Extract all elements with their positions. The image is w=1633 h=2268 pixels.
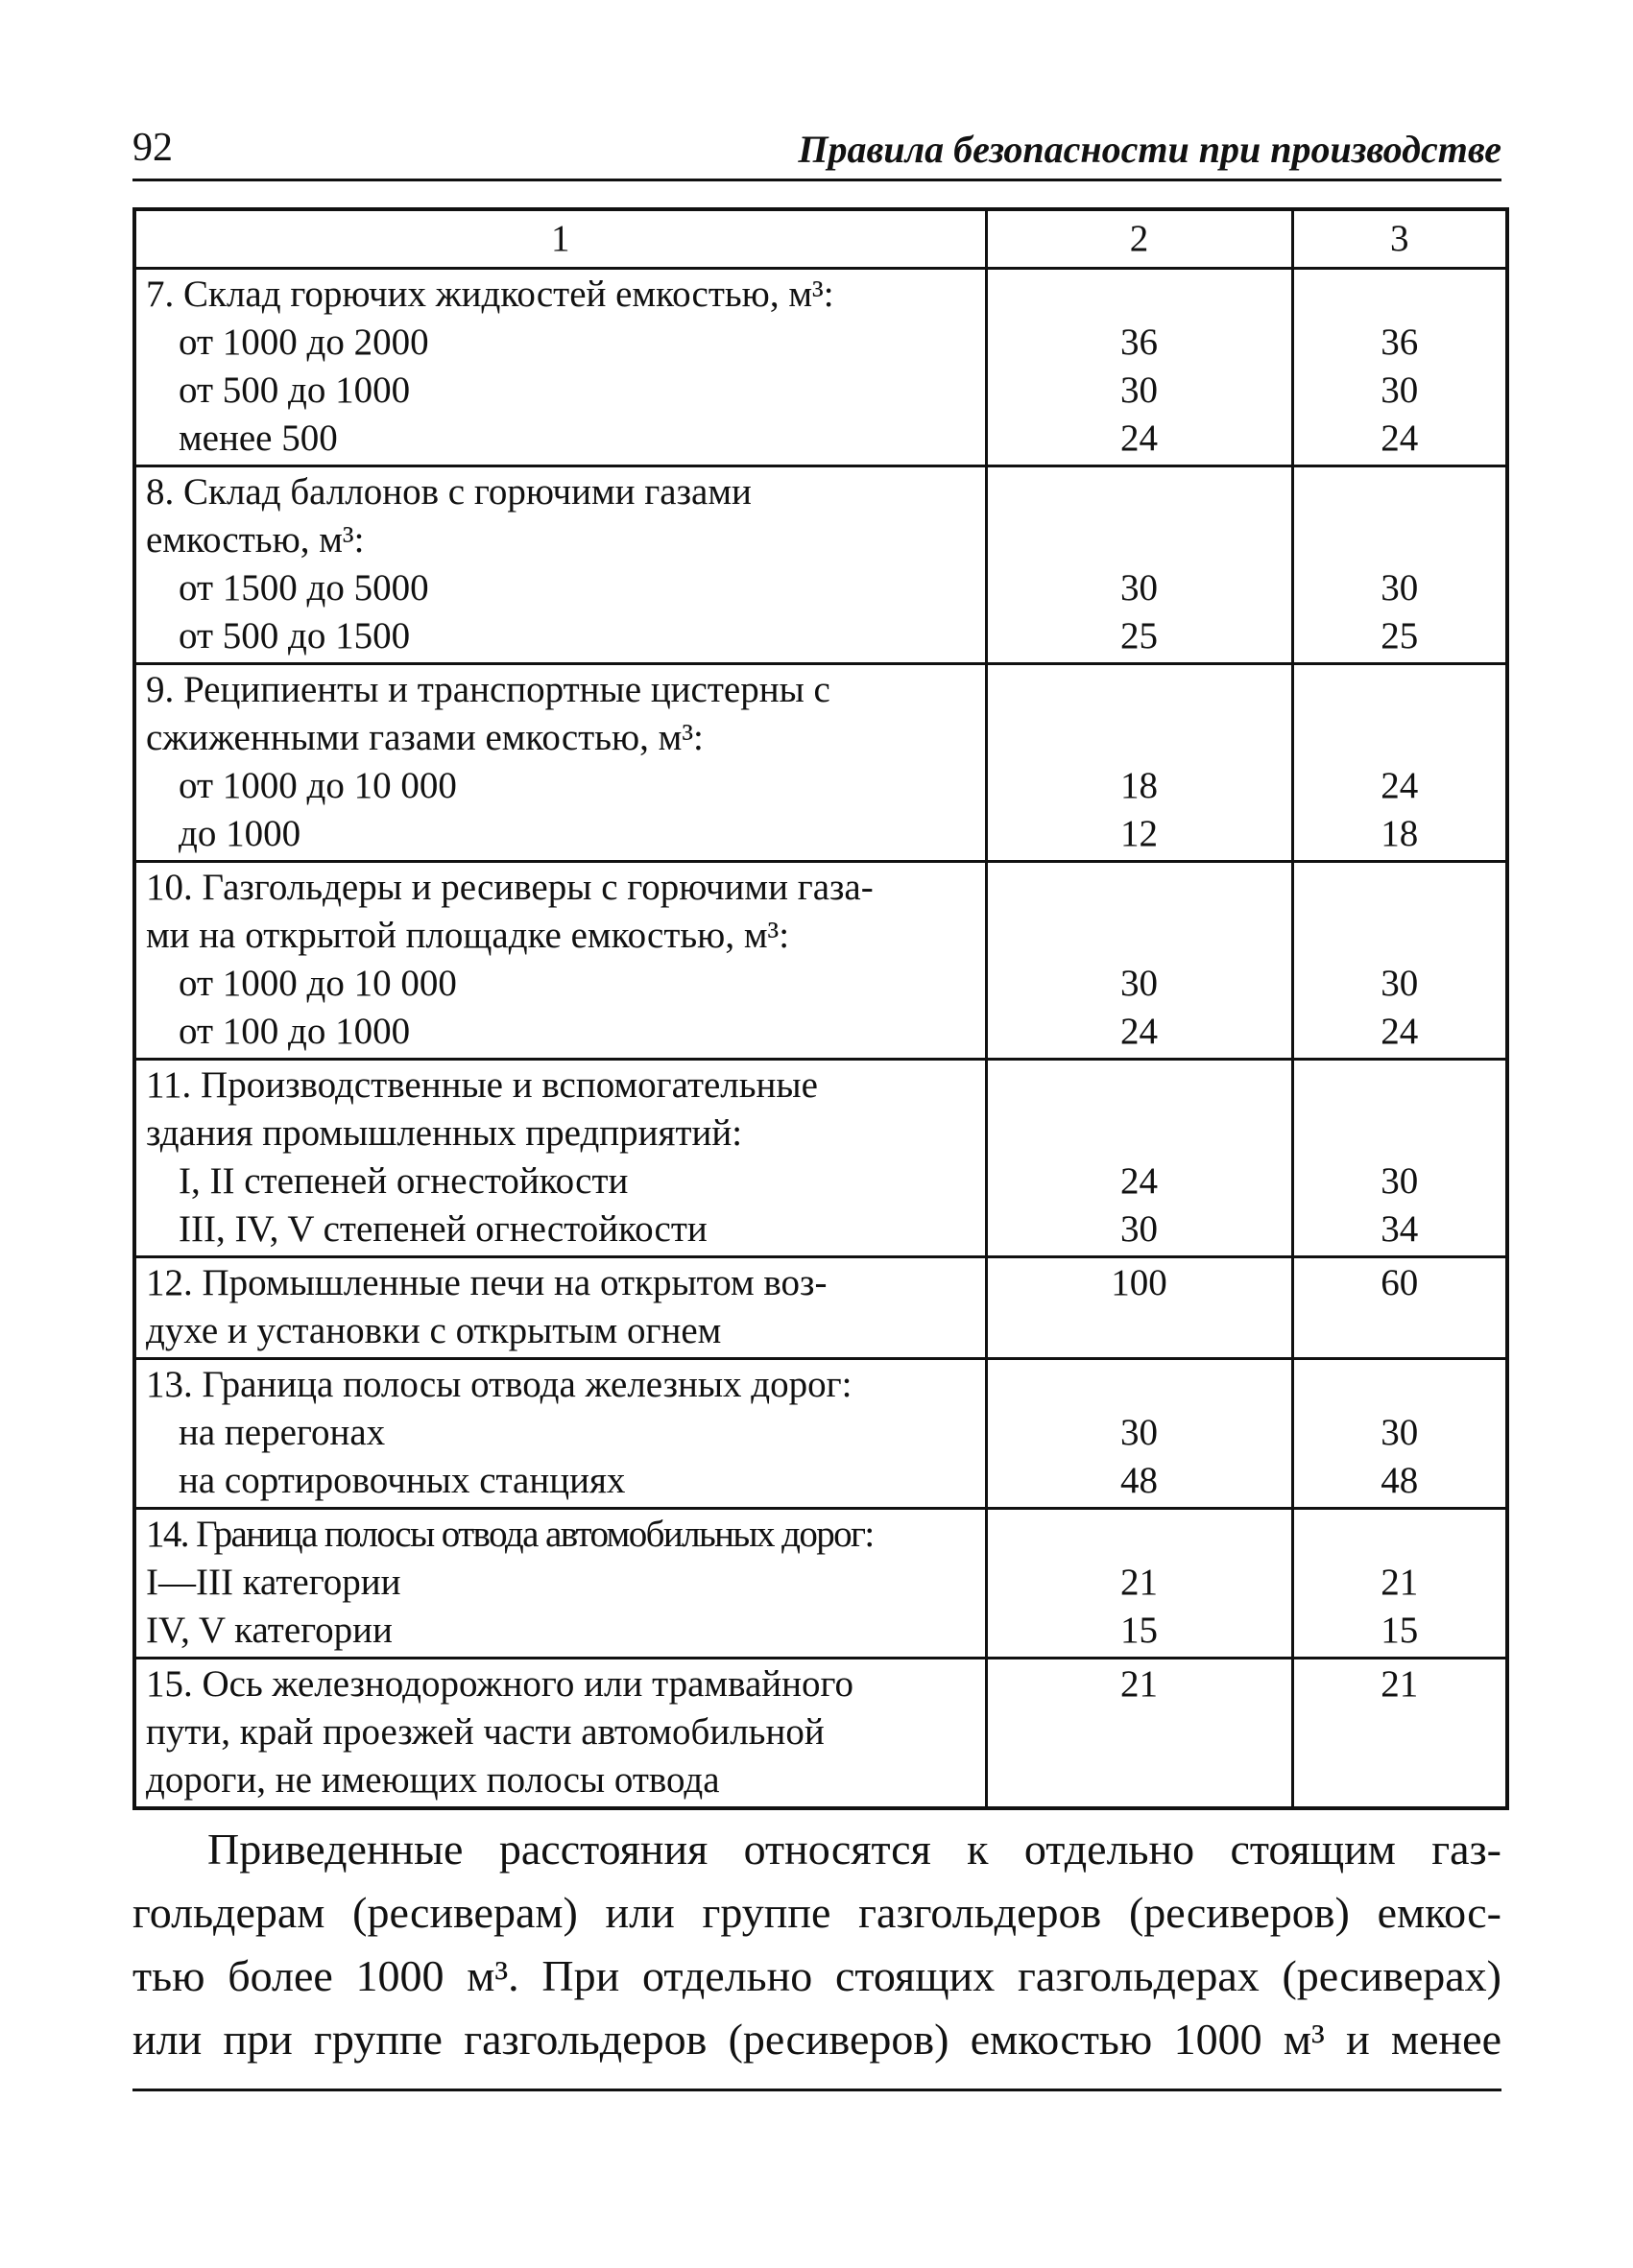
page-header xyxy=(132,115,1501,181)
table-row xyxy=(134,664,1507,862)
footer-divider xyxy=(132,2089,1501,2091)
row-item-label: от 1000 до 10 000 xyxy=(179,765,457,806)
value-col3: 30 xyxy=(1381,963,1419,1004)
row-title: 9. Реципиенты и транспортные цистерны с xyxy=(146,669,830,710)
row-label-cell xyxy=(134,664,986,862)
row-item-label: от 1500 до 5000 xyxy=(179,567,429,609)
value-col3: 25 xyxy=(1381,615,1419,657)
value-col2: 30 xyxy=(1120,1412,1158,1453)
value-cell-col2 xyxy=(986,664,1292,862)
value-cell-col3 xyxy=(1292,664,1507,862)
value-cell-col2 xyxy=(986,1509,1292,1659)
row-label-cell xyxy=(134,1060,986,1257)
table-row xyxy=(134,1257,1507,1359)
row-title: ми на открытой площадке емкостью, м³: xyxy=(146,915,790,956)
body-paragraph xyxy=(132,1818,1501,2071)
value-cell-col2 xyxy=(986,1359,1292,1509)
row-title: 15. Ось железнодорожного или трамвайного xyxy=(146,1663,854,1705)
value-col3: 48 xyxy=(1381,1460,1419,1501)
value-cell-col3 xyxy=(1292,1359,1507,1509)
row-label-cell xyxy=(134,466,986,664)
row-title: емкостью, м³: xyxy=(146,519,365,561)
value-col3: 24 xyxy=(1381,765,1419,806)
value-col2: 24 xyxy=(1120,1160,1158,1202)
row-title: пути, край проезжей части автомобильной xyxy=(146,1711,825,1753)
value-cell-col3 xyxy=(1292,466,1507,664)
row-title: сжиженными газами емкостью, м³: xyxy=(146,717,704,758)
row-item-label: на сортировочных станциях xyxy=(179,1460,626,1501)
row-title: 8. Склад баллонов с горючими газами xyxy=(146,471,752,513)
row-item-label: на перегонах xyxy=(179,1412,386,1453)
row-title: 11. Производственные и вспомогательные xyxy=(146,1064,818,1106)
row-label-cell xyxy=(134,1659,986,1809)
value-col2: 30 xyxy=(1120,963,1158,1004)
row-title: 13. Граница полосы отвода железных дорог: xyxy=(146,1364,853,1405)
value-col2: 30 xyxy=(1120,370,1158,411)
value-col2: 18 xyxy=(1120,765,1158,806)
paragraph-line: тью более 1000 м³. При отдельно стоящих газгольдерах (ресиверах) xyxy=(132,1951,1501,2000)
row-item-label: от 500 до 1000 xyxy=(179,370,411,411)
value-cell-col2 xyxy=(986,862,1292,1060)
value-col3: 36 xyxy=(1381,322,1419,363)
value-cell-col3 xyxy=(1292,269,1507,466)
value-cell-col2 xyxy=(986,269,1292,466)
row-title: 12. Промышленные печи на открытом воз- xyxy=(146,1262,828,1303)
running-title: Правила безопасности при производстве xyxy=(798,128,1501,171)
value-col2: 24 xyxy=(1120,418,1158,459)
value-col2: 36 xyxy=(1120,322,1158,363)
value-col3: 21 xyxy=(1381,1562,1419,1603)
row-item-label: до 1000 xyxy=(179,813,301,854)
row-item-label: I—III категории xyxy=(146,1562,401,1603)
value-col2: 15 xyxy=(1120,1610,1158,1651)
column-header-3: 3 xyxy=(1292,209,1507,269)
distances-table xyxy=(132,207,1509,1810)
value-col2: 21 xyxy=(1120,1562,1158,1603)
value-col3: 30 xyxy=(1381,370,1419,411)
table-row xyxy=(134,862,1507,1060)
row-title: 10. Газгольдеры и ресиверы с горючими газа- xyxy=(146,867,874,908)
value-col2: 100 xyxy=(1111,1262,1167,1303)
value-cell-col2 xyxy=(986,1257,1292,1359)
value-cell-col2 xyxy=(986,466,1292,664)
value-cell-col2 xyxy=(986,1659,1292,1809)
paragraph-line: или при группе газгольдеров (ресиверов) емкостью 1000 м³ и менее xyxy=(132,2015,1501,2064)
value-col3: 30 xyxy=(1381,567,1419,609)
column-header-1: 1 xyxy=(134,209,986,269)
row-label-cell xyxy=(134,1257,986,1359)
paragraph-line: Приведенные расстояния относятся к отдельно стоящим газ- xyxy=(207,1825,1501,1874)
value-col3: 34 xyxy=(1381,1208,1419,1250)
value-col3: 24 xyxy=(1381,1011,1419,1052)
row-title: духе и установки с открытым огнем xyxy=(146,1310,722,1351)
value-col2: 12 xyxy=(1120,813,1158,854)
row-item-label: I, II степеней огнестойкости xyxy=(179,1160,629,1202)
table-header-row xyxy=(134,209,1507,269)
row-item-label: от 500 до 1500 xyxy=(179,615,411,657)
value-cell-col2 xyxy=(986,1060,1292,1257)
row-item-label: менее 500 xyxy=(179,418,338,459)
value-col3: 60 xyxy=(1381,1262,1419,1303)
value-cell-col3 xyxy=(1292,1659,1507,1809)
row-label-cell xyxy=(134,269,986,466)
table-row xyxy=(134,269,1507,466)
value-col2: 25 xyxy=(1120,615,1158,657)
value-col2: 48 xyxy=(1120,1460,1158,1501)
table-row xyxy=(134,1659,1507,1809)
value-col3: 30 xyxy=(1381,1160,1419,1202)
value-cell-col3 xyxy=(1292,1060,1507,1257)
column-header-2: 2 xyxy=(986,209,1292,269)
value-col3: 21 xyxy=(1381,1663,1419,1705)
page-number: 92 xyxy=(132,126,173,170)
table-row xyxy=(134,466,1507,664)
row-item-label: от 1000 до 10 000 xyxy=(179,963,457,1004)
value-col3: 24 xyxy=(1381,418,1419,459)
value-cell-col3 xyxy=(1292,1509,1507,1659)
value-col3: 15 xyxy=(1381,1610,1419,1651)
row-title: 14. Граница полосы отвода автомобильных дорог: xyxy=(146,1514,874,1555)
row-title: дороги, не имеющих полосы отвода xyxy=(146,1759,720,1801)
table-row xyxy=(134,1359,1507,1509)
row-label-cell xyxy=(134,1509,986,1659)
row-item-label: от 1000 до 2000 xyxy=(179,322,429,363)
value-col2: 30 xyxy=(1120,567,1158,609)
value-col2: 21 xyxy=(1120,1663,1158,1705)
value-col3: 18 xyxy=(1381,813,1419,854)
table-row xyxy=(134,1509,1507,1659)
row-item-label: от 100 до 1000 xyxy=(179,1011,411,1052)
value-cell-col3 xyxy=(1292,862,1507,1060)
row-label-cell xyxy=(134,862,986,1060)
value-cell-col3 xyxy=(1292,1257,1507,1359)
row-item-label: III, IV, V степеней огнестойкости xyxy=(179,1208,708,1250)
row-label-cell xyxy=(134,1359,986,1509)
table-row xyxy=(134,1060,1507,1257)
row-item-label: IV, V категории xyxy=(146,1610,393,1651)
value-col3: 30 xyxy=(1381,1412,1419,1453)
value-col2: 30 xyxy=(1120,1208,1158,1250)
row-title: здания промышленных предприятий: xyxy=(146,1112,743,1154)
paragraph-line: гольдерам (ресиверам) или группе газгольдеров (ресиверов) емкос- xyxy=(132,1888,1501,1937)
row-title: 7. Склад горючих жидкостей емкостью, м³: xyxy=(146,274,834,315)
value-col2: 24 xyxy=(1120,1011,1158,1052)
